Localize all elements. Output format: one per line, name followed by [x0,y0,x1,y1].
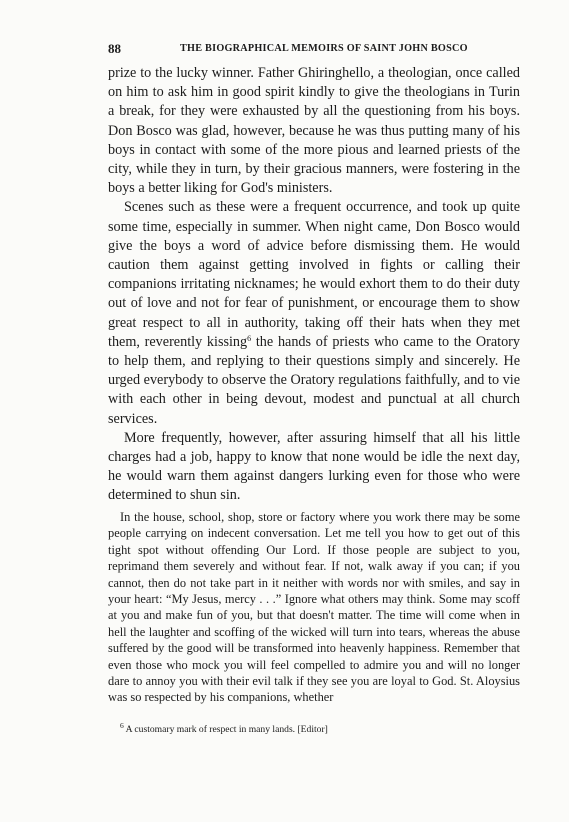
page-header [108,41,532,57]
paragraph-2-part-2: the hands of priests who came to the Oratory to help them, and replying to their questions simply and sincerely. He urged everybody to observe the Oratory regulations faithfully, and to vie with each other in being devout, modest and punctual at all church services. [108,333,520,427]
paragraph-2 [108,198,520,428]
footnote-text: A customary mark of respect in many lands. [Editor] [125,724,328,735]
paragraph-3: More frequently, however, after assuring himself that all his little charges had a job, happy to know that none would be idle the next day, he would warn them against dangers lurking even for those who were determined to shun sin. [108,429,520,504]
footnote [120,723,520,736]
paragraph-2-part-1: Scenes such as these were a frequent occurrence, and took up quite some time, especially in summer. When night came, Don Bosco would give the boys a word of advice before dismissing them. He would caution them against getting involved in fights or calling their companions irritating nicknames; he would exhort them to do their duty out of love and not for fear of punishment, or encourage them to show great respect to all in authority, taking off their hats when they met them, reverently kissing [108,199,520,350]
paragraph-1: prize to the lucky winner. Father Ghiringhello, a theologian, once called on him to ask him in good spirit kindly to give the theologians in Turin a break, for they were exhausted by all the questioning from his boys. Don Bosco was glad, however, because he was thus putting many of his boys in contact with some of the more pious and learned priests of the city, while they in turn, by their gracious manners, were fostering in the boys a better liking for God's ministers. [108,65,520,197]
body-text [108,64,520,506]
running-title: THE BIOGRAPHICAL MEMOIRS OF SAINT JOHN BOSCO [180,43,468,54]
block-quote [108,509,520,706]
block-quote-text: In the house, school, shop, store or factory where you work there may be some people carrying on indecent conversation. Let me tell you how to get out of this tight spot without offending Our Lord. If those people are subject to you, reprimand them severely and without fear. If not, walk away if you can; if you cannot, then do not take part in it neither with words nor with smiles, and say in your heart: “My Jesus, mercy . . .” Ignore what others may think. Some may scoff at you and make fun of you, but that doesn't matter. The time will come when in hell the laughter and scoffing of the wicked will turn into tears, whereas the abuse suffered by the good will be transformed into heavenly happiness. Remember that even those who mock you will feel compelled to admire you and will no longer dare to annoy you with their evil talk if they see you are loyal to God. St. Aloysius was so respected by his companions, whether [108,510,520,705]
footnote-reference: 6 [247,333,252,343]
footnote-mark: 6 [120,721,124,730]
page-number: 88 [108,41,121,56]
